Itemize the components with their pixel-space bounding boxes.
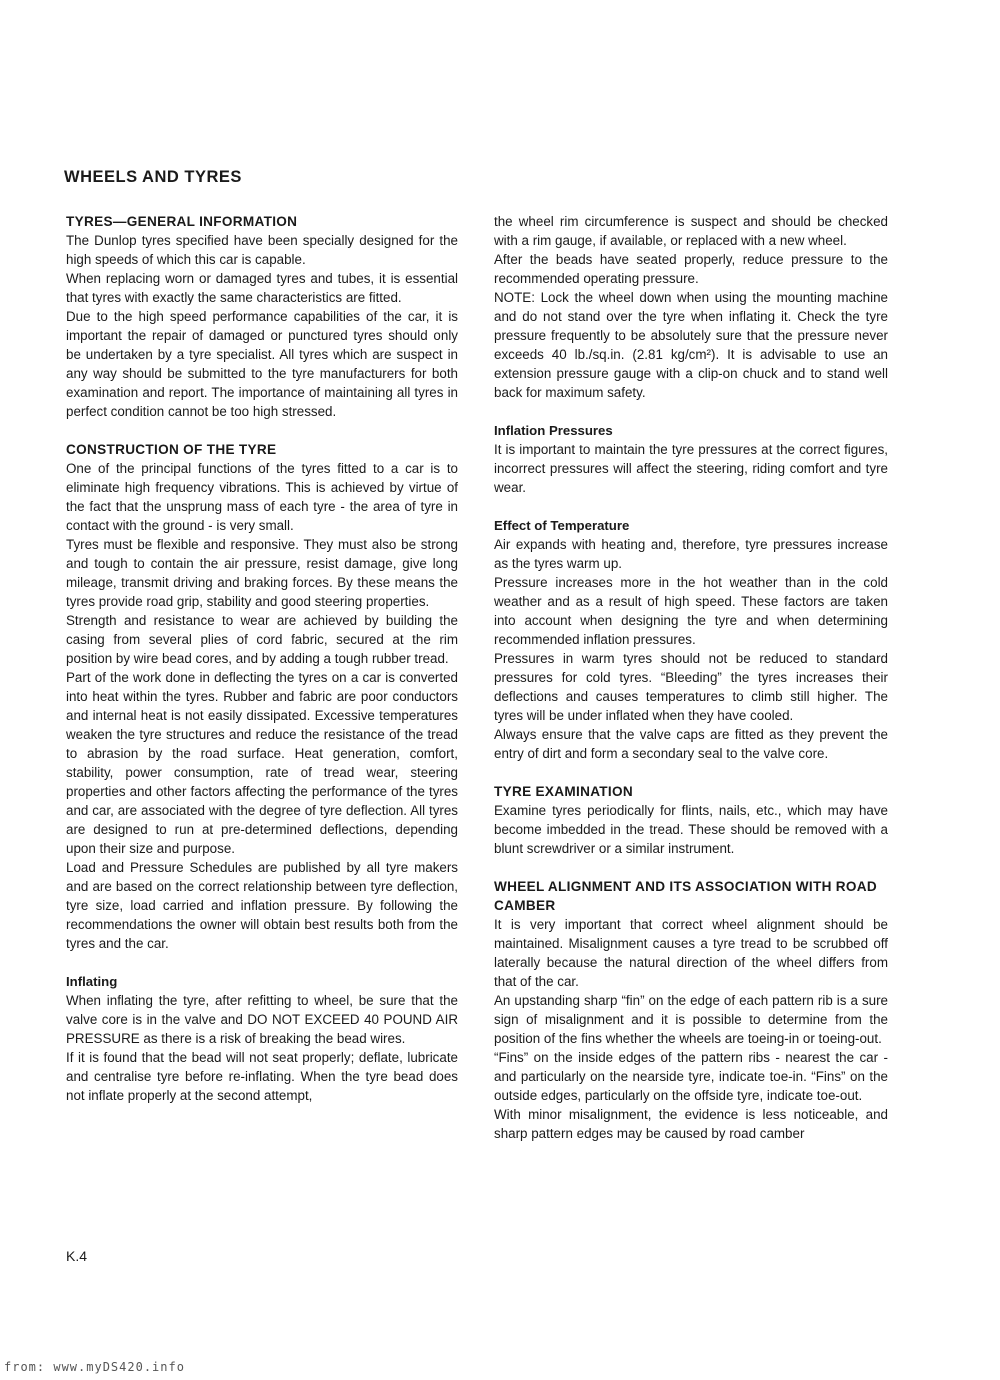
paragraph: Pressure increases more in the hot weather than in the cold weather and as a result of high speed. These factors are taken into account when designing the tyre and when determining recommended inflation pressures. bbox=[494, 575, 888, 647]
paragraph: Tyres must be flexible and responsive. They must also be strong and tough to contain the air pressure, resist damage, give long mileage, transmit driving and braking forces. By these means the tyres provide road grip, stability and good steering properties. bbox=[66, 537, 458, 609]
paragraph: Strength and resistance to wear are achieved by building the casing from several plies of cord fabric, secured at the rim position by wire bead cores, and by adding a tough rubber tread. bbox=[66, 613, 458, 666]
subheading-inflation-pressures: Inflation Pressures bbox=[494, 423, 613, 438]
paragraph: the wheel rim circumference is suspect and should be checked with a rim gauge, if available, or replaced with a new wheel. bbox=[494, 214, 888, 248]
paragraph: After the beads have seated properly, reduce pressure to the recommended operating pressure. bbox=[494, 252, 888, 286]
paragraph: It is very important that correct wheel alignment should be maintained. Misalignment causes a tyre tread to be scrubbed off laterally because the natural direction of the wheel differs from that of the car. bbox=[494, 917, 888, 989]
paragraph: “Fins” on the inside edges of the pattern ribs - nearest the car - and particularly on the nearside tyre, indicate toe-in. “Fins” on the outside edges, particularly on the offside tyre, indicate toe-out. bbox=[494, 1050, 888, 1103]
paragraph: Due to the high speed performance capabilities of the car, it is important the repair of damaged or punctured tyres should only be undertaken by a tyre specialist. All tyres which are suspect in any way should be submitted to the tyre manufacturers for both examination and report. The importance of maintaining all tyres in perfect condition cannot be too high stressed. bbox=[66, 309, 458, 419]
paragraph: When inflating the tyre, after refitting to wheel, be sure that the valve core is in the valve and DO NOT EXCEED 40 POUND AIR PRESSURE as there is a risk of breaking the bead wires. bbox=[66, 993, 458, 1046]
paragraph: It is important to maintain the tyre pressures at the correct figures, incorrect pressures will affect the steering, riding comfort and tyre wear. bbox=[494, 442, 888, 495]
subheading-inflating: Inflating bbox=[66, 974, 118, 989]
section-heading-construction: CONSTRUCTION OF THE TYRE bbox=[66, 442, 277, 457]
section-heading-tyre-examination: TYRE EXAMINATION bbox=[494, 784, 633, 799]
section-heading-tyres-general: TYRES—GENERAL INFORMATION bbox=[66, 214, 298, 229]
subheading-effect-of-temperature: Effect of Temperature bbox=[494, 518, 630, 533]
paragraph: Part of the work done in deflecting the tyres on a car is converted into heat within the tyres. Rubber and fabric are poor conductors and internal heat is not easily dissipated. Excessive temperatures weaken the tyre structures and reduce the resistance of the tread to abrasion by the road surface. Heat generation, comfort, stability, power consumption, rate of tread wear, steering properties and other factors affecting the performance of the tyres and car, are associated with the degree of tyre deflection. All tyres are designed to run at pre-determined deflections, depending upon their size and purpose. bbox=[66, 670, 458, 856]
paragraph: Examine tyres periodically for flints, nails, etc., which may have become imbedded in the tread. These should be removed with a blunt screwdriver or a similar instrument. bbox=[494, 803, 888, 856]
paragraph: The Dunlop tyres specified have been specially designed for the high speeds of which this car is capable. bbox=[66, 233, 458, 267]
paragraph: With minor misalignment, the evidence is less noticeable, and sharp pattern edges may be caused by road camber bbox=[494, 1107, 888, 1141]
paragraph: When replacing worn or damaged tyres and tubes, it is essential that tyres with exactly the same characteristics are fitted. bbox=[66, 271, 458, 305]
source-footer: from: www.myDS420.info bbox=[4, 1360, 185, 1374]
paragraph: Pressures in warm tyres should not be reduced to standard pressures for cold tyres. “Bleeding” the tyres increases their deflections and causes temperatures to climb still higher. The tyres will be under inflated when they have cooled. bbox=[494, 651, 888, 723]
page-title: WHEELS AND TYRES bbox=[64, 168, 242, 186]
paragraph: An upstanding sharp “fin” on the edge of each pattern rib is a sure sign of misalignment and it is possible to determine from the position of the fins whether the wheels are toeing-in or toeing-out. bbox=[494, 993, 888, 1046]
paragraph: Load and Pressure Schedules are published by all tyre makers and are based on the correct relationship between tyre deflection, tyre size, load carried and inflation pressure. By following the recommendations the owner will obtain best results both from the tyres and the car. bbox=[66, 860, 458, 951]
section-heading-wheel-alignment: WHEEL ALIGNMENT AND ITS ASSOCIATION WITH ROAD CAMBER bbox=[494, 879, 878, 913]
right-column bbox=[494, 212, 888, 1143]
page-number: K.4 bbox=[66, 1248, 88, 1264]
paragraph: If it is found that the bead will not seat properly; deflate, lubricate and centralise tyre before re-inflating. When the tyre bead does not inflate properly at the second attempt, bbox=[66, 1050, 458, 1103]
paragraph: Air expands with heating and, therefore, tyre pressures increase as the tyres warm up. bbox=[494, 537, 888, 571]
left-column bbox=[66, 212, 458, 1105]
paragraph: One of the principal functions of the tyres fitted to a car is to eliminate high frequency vibrations. This is achieved by virtue of the fact that the unsprung mass of each tyre - the area of tyre in contact with the ground - is very small. bbox=[66, 461, 458, 533]
note-paragraph: NOTE: Lock the wheel down when using the mounting machine and do not stand over the tyre when inflating it. Check the tyre pressure frequently to be absolutely sure that the pressure never exceeds 40 lb./sq.in. (2.81 kg/cm²). It is advisable to use an extension pressure gauge with a clip-on chuck and to stand well back for maximum safety. bbox=[494, 290, 888, 400]
paragraph: Always ensure that the valve caps are fitted as they prevent the entry of dirt and form a secondary seal to the valve core. bbox=[494, 727, 888, 761]
